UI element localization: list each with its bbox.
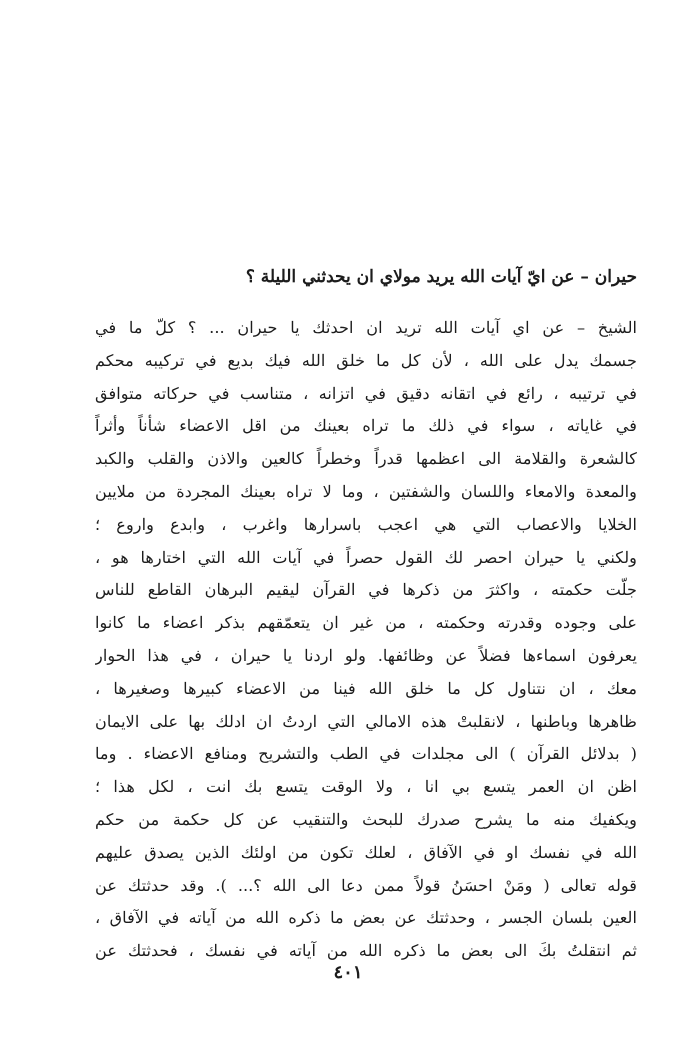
text-line: على وجوده وقدرته وحكمته ، من غير ان يتعمّقهم بذكر اعضاء ما كانوا <box>95 613 637 633</box>
text-line: قوله تعالى ( ومَنْ احسَنُ قولاً ممن دعا الى الله ؟... ). وقد حدثتك عن <box>95 875 637 895</box>
text-line: ثم انتقلتُ بكَ الى بعض ما ذكره الله من آياته في نفسك ، فحدثتك عن <box>95 941 637 961</box>
text-line: الشيخ – عن اي آيات الله تريد ان احدثك يا حيران ... ؟ كلّ ما في <box>95 318 637 337</box>
page-number: ٤٠١ <box>333 962 363 983</box>
text-line: ظاهرها وباطنها ، لانقلبتْ هذه الامالي التي اردتُ ان ادلك بها على الايمان <box>95 711 637 731</box>
text-line: ولكني يا حيران احصر لك القول حصراً في آيات الله التي اختارها هو ، <box>95 547 637 567</box>
text-line: الخلايا والاعصاب التي هي اعجب باسرارها واغرب ، وابدع واروع ؛ <box>95 514 637 534</box>
text-line: والمعدة والامعاء واللسان والشفتين ، وما لا تراه بعينك المجردة من ملايين <box>95 481 637 501</box>
text-line: جسمك يدل على الله ، لأن كل ما خلق الله فيك بديع في تركيبه محكم <box>95 350 637 370</box>
dialogue-heading-line: حيران – عن ايّ آيات الله يريد مولاي ان يحدثني الليلة ؟ <box>245 267 637 287</box>
text-line: معك ، ان نتناول كل ما خلق الله فينا من الاعضاء كبيرها وصغيرها ، <box>95 678 637 698</box>
text-line: يعرفون اسماءها فضلاً عن وظائفها. ولو اردنا يا حيران ، في هذا الحوار <box>95 645 637 665</box>
text-line: في ترتيبه ، رائع في اتقانه دقيق في اتزانه ، متناسب في حركاته متوافق <box>95 383 637 403</box>
text-line: الله في نفسك او في الآفاق ، لعلك تكون من اولئك الذين يصدق عليهم <box>95 842 637 862</box>
text-line: كالشعرة والقلامة الى اعظمها قدراً وخطراً كالعين والاذن والقلب والكبد <box>95 449 637 469</box>
text-line: ويكفيك منه ما يشرح صدرك للبحث والتنقيب عن كل حكمة من حكم <box>95 809 637 829</box>
text-line: في غاياته ، سواء في ذلك ما تراه بعينك من اقل الاعضاء شأناً وأثراً <box>95 416 637 436</box>
text-line: جلّت حكمته ، واكثرَ من ذكرها في القرآن ليقيم البرهان القاطع للناس <box>95 580 637 600</box>
text-line: ( بدلائل القرآن ) الى مجلدات في الطب والتشريح ومنافع الاعضاء . وما <box>95 744 637 764</box>
text-line: العين بلسان الجسر ، وحدثتك عن بعض ما ذكره الله من آياته في الآفاق ، <box>95 908 637 928</box>
body-text <box>95 312 637 968</box>
text-line: اظن ان العمر يتسع بي انا ، ولا الوقت يتسع بك انت ، لكل هذا ؛ <box>95 777 637 797</box>
